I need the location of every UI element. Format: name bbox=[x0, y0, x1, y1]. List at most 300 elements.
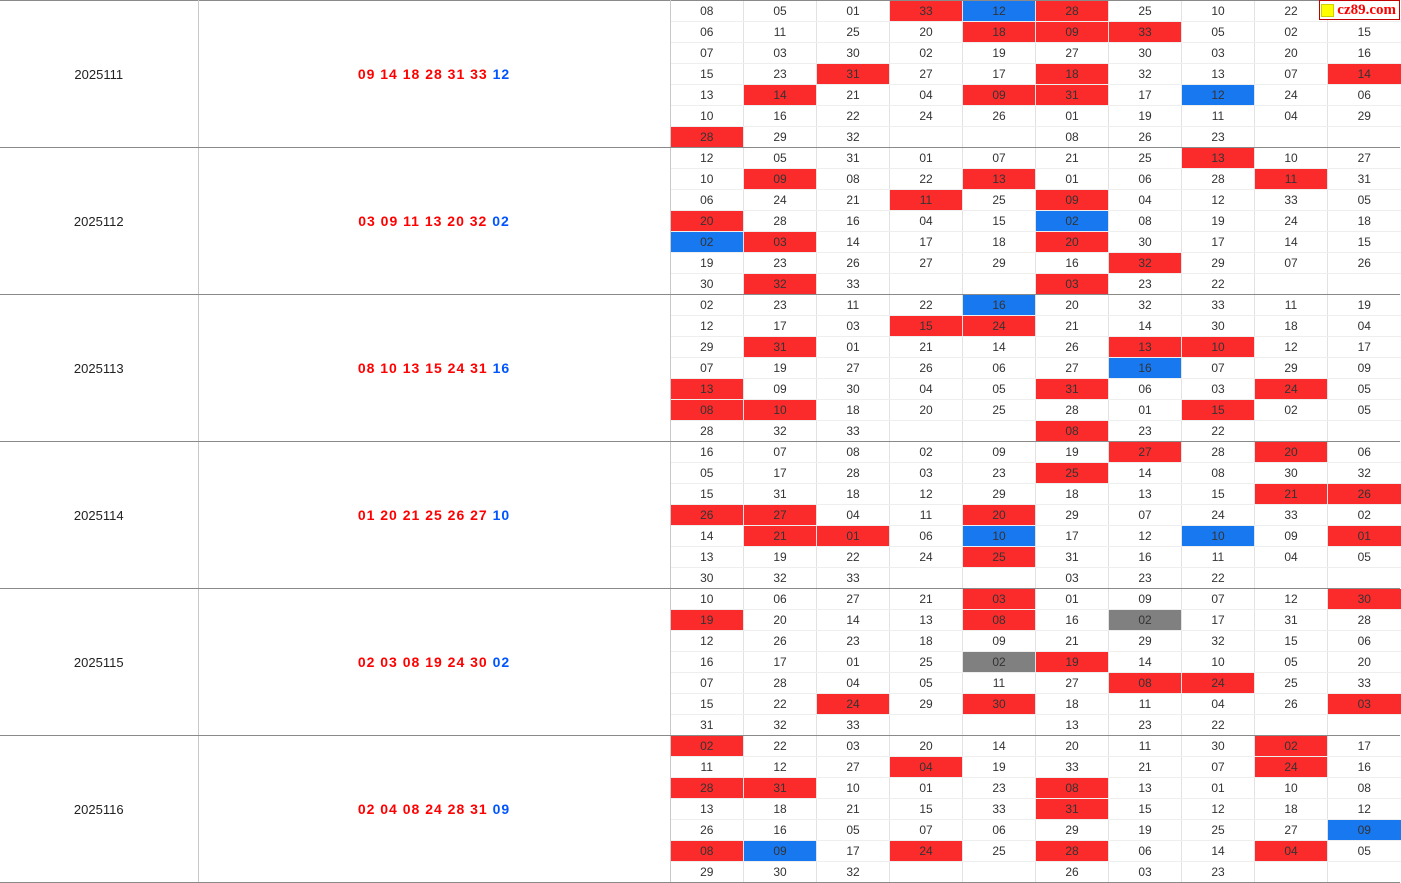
matrix-cell: 27 bbox=[817, 358, 890, 379]
matrix-cell: 14 bbox=[744, 85, 817, 106]
matrix-cell: 18 bbox=[817, 484, 890, 505]
matrix-cell: 31 bbox=[671, 715, 744, 736]
matrix-row bbox=[671, 820, 1401, 841]
matrix-cell bbox=[963, 862, 1036, 883]
matrix-cell: 09 bbox=[744, 169, 817, 190]
matrix-cell: 03 bbox=[890, 463, 963, 484]
matrix-cell: 21 bbox=[817, 85, 890, 106]
matrix-cell: 01 bbox=[817, 1, 890, 22]
matrix-cell: 03 bbox=[1182, 379, 1255, 400]
matrix-cell: 11 bbox=[1109, 694, 1182, 715]
matrix-cell: 08 bbox=[1036, 778, 1109, 799]
matrix-cell: 26 bbox=[1036, 337, 1109, 358]
matrix-cell: 08 bbox=[817, 169, 890, 190]
matrix-cell: 15 bbox=[1328, 232, 1401, 253]
matrix-cell: 09 bbox=[1036, 190, 1109, 211]
matrix-cell: 18 bbox=[1255, 316, 1328, 337]
matrix-cell: 10 bbox=[963, 526, 1036, 547]
matrix-cell bbox=[963, 274, 1036, 295]
matrix-cell: 06 bbox=[963, 820, 1036, 841]
matrix-cell: 31 bbox=[1036, 799, 1109, 820]
matrix-cell: 33 bbox=[817, 274, 890, 295]
number-matrix bbox=[670, 589, 1400, 736]
matrix-cell: 17 bbox=[1328, 736, 1401, 757]
winning-numbers-red: 01 20 21 25 26 27 bbox=[357, 507, 488, 523]
matrix-cell: 21 bbox=[1255, 484, 1328, 505]
matrix-cell: 33 bbox=[817, 715, 890, 736]
matrix-cell: 12 bbox=[1328, 799, 1401, 820]
table-row bbox=[0, 589, 1400, 736]
matrix-cell: 23 bbox=[744, 253, 817, 274]
matrix-cell: 23 bbox=[1109, 568, 1182, 589]
matrix-cell: 24 bbox=[1255, 85, 1328, 106]
matrix-row bbox=[671, 568, 1401, 589]
matrix-cell: 04 bbox=[817, 673, 890, 694]
matrix-cell: 17 bbox=[744, 652, 817, 673]
matrix-cell: 19 bbox=[744, 547, 817, 568]
matrix-cell: 27 bbox=[1036, 673, 1109, 694]
matrix-cell: 12 bbox=[744, 757, 817, 778]
matrix-cell: 09 bbox=[1109, 589, 1182, 610]
matrix-cell: 28 bbox=[744, 673, 817, 694]
matrix-cell: 23 bbox=[1109, 715, 1182, 736]
draw-period: 2025112 bbox=[0, 148, 198, 295]
matrix-cell: 21 bbox=[1036, 631, 1109, 652]
matrix-cell: 10 bbox=[744, 400, 817, 421]
matrix-cell: 14 bbox=[671, 526, 744, 547]
matrix-cell: 31 bbox=[1328, 169, 1401, 190]
winning-number-blue: 09 bbox=[492, 801, 511, 817]
matrix-cell: 26 bbox=[671, 820, 744, 841]
matrix-cell: 14 bbox=[1109, 652, 1182, 673]
matrix-cell: 08 bbox=[671, 841, 744, 862]
matrix-cell: 18 bbox=[1328, 211, 1401, 232]
matrix-cell: 16 bbox=[744, 106, 817, 127]
matrix-cell: 01 bbox=[817, 526, 890, 547]
matrix-cell: 18 bbox=[1036, 484, 1109, 505]
matrix-cell: 30 bbox=[1109, 232, 1182, 253]
matrix-cell: 04 bbox=[817, 505, 890, 526]
matrix-cell: 13 bbox=[1182, 64, 1255, 85]
matrix-cell: 18 bbox=[890, 631, 963, 652]
matrix-cell: 32 bbox=[1109, 64, 1182, 85]
matrix-cell: 32 bbox=[1109, 295, 1182, 316]
matrix-cell: 22 bbox=[1182, 274, 1255, 295]
matrix-cell: 23 bbox=[1109, 421, 1182, 442]
matrix-cell: 22 bbox=[1182, 715, 1255, 736]
matrix-cell: 03 bbox=[1036, 568, 1109, 589]
matrix-cell: 26 bbox=[1328, 484, 1401, 505]
matrix-cell: 01 bbox=[1109, 400, 1182, 421]
matrix-cell: 12 bbox=[1182, 85, 1255, 106]
matrix-cell: 33 bbox=[1182, 295, 1255, 316]
matrix-cell: 02 bbox=[671, 232, 744, 253]
matrix-cell: 11 bbox=[963, 673, 1036, 694]
matrix-row bbox=[671, 589, 1401, 610]
matrix-cell: 15 bbox=[1182, 400, 1255, 421]
matrix-cell: 24 bbox=[1255, 211, 1328, 232]
matrix-cell bbox=[1328, 274, 1401, 295]
matrix-cell: 03 bbox=[817, 316, 890, 337]
matrix-cell: 27 bbox=[817, 757, 890, 778]
matrix-cell: 31 bbox=[817, 64, 890, 85]
matrix-cell bbox=[890, 862, 963, 883]
matrix-cell: 28 bbox=[671, 127, 744, 148]
matrix-cell: 16 bbox=[671, 652, 744, 673]
matrix-cell: 16 bbox=[963, 295, 1036, 316]
matrix-cell: 11 bbox=[1255, 169, 1328, 190]
matrix-cell: 11 bbox=[671, 757, 744, 778]
matrix-cell: 15 bbox=[671, 484, 744, 505]
matrix-cell: 11 bbox=[890, 190, 963, 211]
matrix-cell: 24 bbox=[963, 316, 1036, 337]
matrix-cell: 23 bbox=[1109, 274, 1182, 295]
matrix-cell: 07 bbox=[671, 358, 744, 379]
matrix-cell: 07 bbox=[890, 820, 963, 841]
matrix-cell: 03 bbox=[744, 232, 817, 253]
matrix-cell: 25 bbox=[963, 841, 1036, 862]
matrix-cell: 11 bbox=[1255, 295, 1328, 316]
matrix-cell: 03 bbox=[744, 43, 817, 64]
matrix-cell: 23 bbox=[744, 64, 817, 85]
matrix-cell: 06 bbox=[890, 526, 963, 547]
matrix-cell: 20 bbox=[744, 610, 817, 631]
winning-numbers bbox=[198, 148, 670, 295]
matrix-cell: 06 bbox=[671, 190, 744, 211]
matrix-cell: 20 bbox=[1255, 442, 1328, 463]
matrix-row bbox=[671, 64, 1401, 85]
matrix-cell bbox=[1328, 715, 1401, 736]
matrix-cell: 01 bbox=[1182, 778, 1255, 799]
matrix-cell: 08 bbox=[1182, 463, 1255, 484]
matrix-cell: 05 bbox=[1182, 22, 1255, 43]
matrix-row bbox=[671, 316, 1401, 337]
matrix-cell: 16 bbox=[817, 211, 890, 232]
draw-period: 2025115 bbox=[0, 589, 198, 736]
matrix-row bbox=[671, 400, 1401, 421]
matrix-cell: 24 bbox=[890, 841, 963, 862]
matrix-cell: 09 bbox=[963, 85, 1036, 106]
matrix-cell: 19 bbox=[1182, 211, 1255, 232]
site-logo-watermark bbox=[1319, 0, 1400, 20]
matrix-row bbox=[671, 631, 1401, 652]
matrix-row bbox=[671, 736, 1401, 757]
table-row bbox=[0, 295, 1400, 442]
matrix-cell: 20 bbox=[1036, 295, 1109, 316]
matrix-cell: 21 bbox=[817, 190, 890, 211]
matrix-cell: 16 bbox=[1109, 547, 1182, 568]
matrix-cell: 21 bbox=[890, 337, 963, 358]
matrix-cell: 09 bbox=[963, 631, 1036, 652]
matrix-cell: 06 bbox=[1328, 631, 1401, 652]
matrix-cell: 13 bbox=[1036, 715, 1109, 736]
matrix-cell: 29 bbox=[1328, 106, 1401, 127]
matrix-cell: 30 bbox=[963, 694, 1036, 715]
matrix-cell: 26 bbox=[671, 505, 744, 526]
winning-numbers-red: 08 10 13 15 24 31 bbox=[357, 360, 488, 376]
matrix-cell: 14 bbox=[1328, 64, 1401, 85]
matrix-row bbox=[671, 358, 1401, 379]
matrix-cell: 25 bbox=[963, 190, 1036, 211]
matrix-cell: 27 bbox=[890, 64, 963, 85]
matrix-cell: 32 bbox=[817, 862, 890, 883]
winning-number-blue: 16 bbox=[492, 360, 511, 376]
matrix-cell: 24 bbox=[1182, 505, 1255, 526]
matrix-cell: 17 bbox=[744, 316, 817, 337]
matrix-cell: 21 bbox=[817, 799, 890, 820]
matrix-row bbox=[671, 778, 1401, 799]
matrix-cell: 29 bbox=[1036, 820, 1109, 841]
matrix-row bbox=[671, 610, 1401, 631]
matrix-cell: 18 bbox=[1036, 64, 1109, 85]
matrix-cell: 10 bbox=[817, 778, 890, 799]
matrix-row bbox=[671, 757, 1401, 778]
matrix-cell: 28 bbox=[1036, 841, 1109, 862]
matrix-cell: 11 bbox=[1109, 736, 1182, 757]
matrix-cell: 25 bbox=[1109, 1, 1182, 22]
matrix-cell: 22 bbox=[817, 106, 890, 127]
matrix-cell: 29 bbox=[890, 694, 963, 715]
winning-numbers-red: 02 03 08 19 24 30 bbox=[357, 654, 488, 670]
matrix-cell: 12 bbox=[1182, 799, 1255, 820]
matrix-cell bbox=[1255, 715, 1328, 736]
matrix-cell: 27 bbox=[744, 505, 817, 526]
matrix-cell: 17 bbox=[1109, 85, 1182, 106]
matrix-row bbox=[671, 379, 1401, 400]
matrix-cell: 29 bbox=[963, 253, 1036, 274]
matrix-cell: 15 bbox=[1182, 484, 1255, 505]
matrix-cell: 13 bbox=[671, 799, 744, 820]
matrix-cell: 31 bbox=[1255, 610, 1328, 631]
matrix-cell: 30 bbox=[671, 568, 744, 589]
matrix-cell: 04 bbox=[890, 85, 963, 106]
matrix-cell: 21 bbox=[1036, 316, 1109, 337]
matrix-cell: 28 bbox=[1036, 400, 1109, 421]
matrix-cell: 25 bbox=[1255, 673, 1328, 694]
matrix-cell: 17 bbox=[817, 841, 890, 862]
matrix-cell: 11 bbox=[744, 22, 817, 43]
matrix-cell: 25 bbox=[817, 22, 890, 43]
matrix-cell: 05 bbox=[1328, 547, 1401, 568]
matrix-cell: 20 bbox=[890, 736, 963, 757]
logo-text: cz89.com bbox=[1337, 1, 1396, 18]
matrix-cell: 26 bbox=[1255, 694, 1328, 715]
matrix-cell: 09 bbox=[1328, 358, 1401, 379]
matrix-row bbox=[671, 127, 1401, 148]
matrix-cell: 19 bbox=[671, 610, 744, 631]
winning-number-blue: 12 bbox=[492, 66, 511, 82]
matrix-cell: 31 bbox=[1036, 379, 1109, 400]
matrix-cell: 24 bbox=[890, 106, 963, 127]
matrix-cell bbox=[963, 568, 1036, 589]
matrix-cell: 25 bbox=[963, 547, 1036, 568]
logo-square-icon bbox=[1321, 4, 1334, 17]
matrix-row bbox=[671, 274, 1401, 295]
matrix-cell: 23 bbox=[744, 295, 817, 316]
matrix-cell: 22 bbox=[890, 295, 963, 316]
matrix-cell bbox=[1328, 862, 1401, 883]
matrix-cell: 31 bbox=[744, 778, 817, 799]
matrix-cell: 18 bbox=[963, 22, 1036, 43]
matrix-cell: 15 bbox=[890, 316, 963, 337]
matrix-row bbox=[671, 526, 1401, 547]
matrix-cell: 15 bbox=[890, 799, 963, 820]
matrix-cell: 10 bbox=[1255, 778, 1328, 799]
matrix-cell: 29 bbox=[963, 484, 1036, 505]
matrix-cell: 30 bbox=[817, 43, 890, 64]
matrix-cell: 07 bbox=[1182, 757, 1255, 778]
matrix-cell: 19 bbox=[963, 43, 1036, 64]
matrix-cell: 08 bbox=[1328, 778, 1401, 799]
matrix-cell: 07 bbox=[1109, 505, 1182, 526]
matrix-cell: 17 bbox=[744, 463, 817, 484]
draw-period: 2025116 bbox=[0, 736, 198, 883]
matrix-cell: 22 bbox=[1255, 1, 1328, 22]
matrix-cell: 05 bbox=[671, 463, 744, 484]
matrix-cell: 28 bbox=[817, 463, 890, 484]
matrix-cell: 14 bbox=[817, 610, 890, 631]
matrix-cell: 26 bbox=[1109, 127, 1182, 148]
matrix-cell bbox=[890, 715, 963, 736]
matrix-cell: 14 bbox=[817, 232, 890, 253]
matrix-cell: 31 bbox=[744, 337, 817, 358]
matrix-cell: 15 bbox=[1255, 631, 1328, 652]
matrix-cell: 16 bbox=[1328, 757, 1401, 778]
matrix-cell: 08 bbox=[1036, 421, 1109, 442]
matrix-row bbox=[671, 190, 1401, 211]
matrix-cell: 11 bbox=[817, 295, 890, 316]
matrix-cell: 29 bbox=[1255, 358, 1328, 379]
matrix-cell: 26 bbox=[744, 631, 817, 652]
matrix-cell: 07 bbox=[671, 673, 744, 694]
matrix-cell: 32 bbox=[744, 568, 817, 589]
matrix-cell: 07 bbox=[963, 148, 1036, 169]
matrix-cell: 14 bbox=[1109, 316, 1182, 337]
matrix-cell: 06 bbox=[1109, 841, 1182, 862]
matrix-row bbox=[671, 106, 1401, 127]
matrix-cell: 22 bbox=[1182, 421, 1255, 442]
matrix-cell: 29 bbox=[744, 127, 817, 148]
matrix-cell: 30 bbox=[744, 862, 817, 883]
matrix-cell: 21 bbox=[1036, 148, 1109, 169]
matrix-cell: 10 bbox=[1182, 652, 1255, 673]
matrix-cell: 20 bbox=[890, 400, 963, 421]
winning-number-blue: 10 bbox=[492, 507, 511, 523]
matrix-cell: 19 bbox=[1036, 442, 1109, 463]
winning-number-blue: 02 bbox=[492, 213, 510, 229]
matrix-cell: 05 bbox=[1328, 190, 1401, 211]
matrix-cell: 23 bbox=[963, 778, 1036, 799]
matrix-cell: 06 bbox=[744, 589, 817, 610]
matrix-row bbox=[671, 337, 1401, 358]
matrix-cell: 20 bbox=[1328, 652, 1401, 673]
matrix-cell: 26 bbox=[1036, 862, 1109, 883]
table-row bbox=[0, 1, 1400, 148]
matrix-cell: 30 bbox=[1182, 736, 1255, 757]
matrix-cell: 18 bbox=[744, 799, 817, 820]
matrix-cell: 32 bbox=[744, 274, 817, 295]
matrix-cell: 21 bbox=[890, 589, 963, 610]
matrix-cell: 03 bbox=[817, 736, 890, 757]
matrix-cell: 29 bbox=[1036, 505, 1109, 526]
matrix-cell: 22 bbox=[890, 169, 963, 190]
matrix-cell: 32 bbox=[817, 127, 890, 148]
matrix-row bbox=[671, 148, 1401, 169]
matrix-cell: 14 bbox=[1182, 841, 1255, 862]
draw-table-body bbox=[0, 1, 1400, 883]
matrix-cell: 09 bbox=[1328, 820, 1401, 841]
matrix-cell: 28 bbox=[1182, 442, 1255, 463]
matrix-cell: 02 bbox=[890, 442, 963, 463]
matrix-cell: 05 bbox=[890, 673, 963, 694]
matrix-cell: 07 bbox=[744, 442, 817, 463]
matrix-cell: 02 bbox=[1036, 211, 1109, 232]
matrix-cell: 21 bbox=[1109, 757, 1182, 778]
matrix-cell: 02 bbox=[671, 736, 744, 757]
matrix-cell: 33 bbox=[963, 799, 1036, 820]
matrix-row bbox=[671, 43, 1401, 64]
matrix-cell: 19 bbox=[1109, 106, 1182, 127]
matrix-cell: 22 bbox=[1182, 568, 1255, 589]
matrix-cell: 08 bbox=[963, 610, 1036, 631]
matrix-cell: 27 bbox=[1036, 43, 1109, 64]
matrix-cell: 30 bbox=[671, 274, 744, 295]
matrix-row bbox=[671, 421, 1401, 442]
matrix-cell: 01 bbox=[890, 148, 963, 169]
matrix-cell: 19 bbox=[671, 253, 744, 274]
matrix-cell: 06 bbox=[671, 22, 744, 43]
matrix-cell: 21 bbox=[744, 526, 817, 547]
matrix-cell: 06 bbox=[1328, 442, 1401, 463]
matrix-cell: 15 bbox=[671, 64, 744, 85]
matrix-cell: 32 bbox=[1109, 253, 1182, 274]
matrix-cell: 33 bbox=[817, 421, 890, 442]
matrix-cell: 02 bbox=[963, 652, 1036, 673]
matrix-cell: 01 bbox=[817, 652, 890, 673]
matrix-row bbox=[671, 694, 1401, 715]
matrix-cell: 04 bbox=[1255, 547, 1328, 568]
matrix-cell: 12 bbox=[963, 1, 1036, 22]
matrix-cell: 29 bbox=[1109, 631, 1182, 652]
matrix-row bbox=[671, 463, 1401, 484]
matrix-cell: 20 bbox=[1255, 43, 1328, 64]
matrix-cell: 13 bbox=[1109, 484, 1182, 505]
matrix-cell: 30 bbox=[1255, 463, 1328, 484]
matrix-cell: 27 bbox=[1328, 148, 1401, 169]
matrix-cell: 05 bbox=[817, 820, 890, 841]
matrix-cell: 07 bbox=[1182, 358, 1255, 379]
matrix-cell: 16 bbox=[1109, 358, 1182, 379]
matrix-cell bbox=[963, 127, 1036, 148]
matrix-cell: 25 bbox=[963, 400, 1036, 421]
matrix-row bbox=[671, 652, 1401, 673]
matrix-cell: 16 bbox=[671, 442, 744, 463]
matrix-cell: 31 bbox=[1036, 547, 1109, 568]
matrix-cell: 10 bbox=[1182, 526, 1255, 547]
matrix-cell: 18 bbox=[817, 400, 890, 421]
matrix-cell: 24 bbox=[1255, 379, 1328, 400]
matrix-cell: 06 bbox=[1109, 169, 1182, 190]
matrix-cell: 33 bbox=[817, 568, 890, 589]
table-row bbox=[0, 442, 1400, 589]
matrix-cell: 17 bbox=[1036, 526, 1109, 547]
matrix-cell: 23 bbox=[1182, 862, 1255, 883]
winning-numbers bbox=[198, 442, 670, 589]
matrix-cell: 02 bbox=[1328, 505, 1401, 526]
matrix-cell: 07 bbox=[1255, 64, 1328, 85]
matrix-cell: 01 bbox=[1036, 169, 1109, 190]
number-matrix bbox=[670, 1, 1400, 148]
